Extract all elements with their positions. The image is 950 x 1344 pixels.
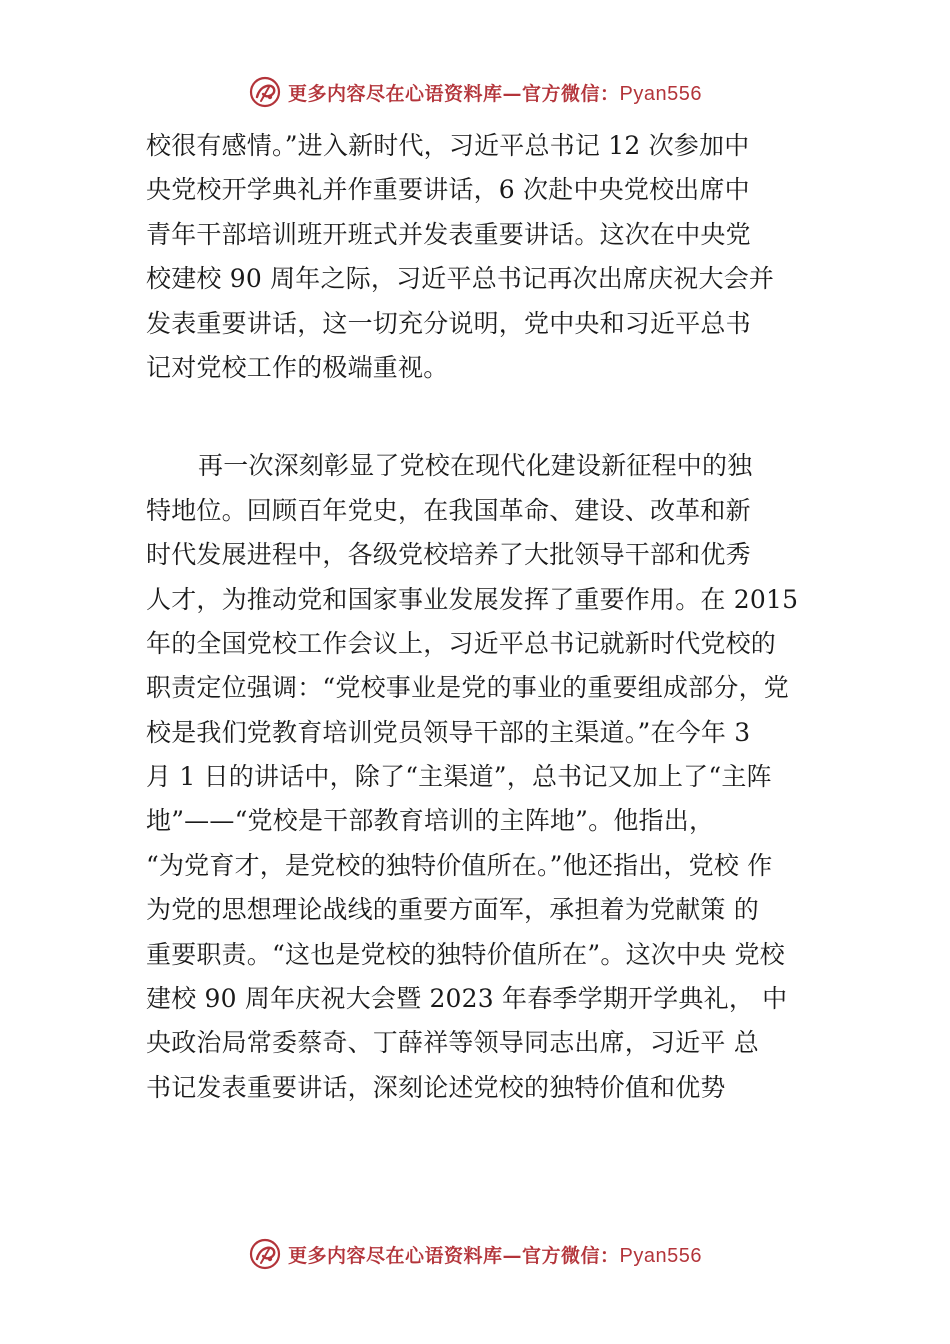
text-line: 重要职责。“这也是党校的独特价值所在”。这次中央 党校: [146, 939, 785, 969]
text-line: 特地位。回顾百年党史，在我国革命、建设、改革和新: [146, 495, 751, 525]
text-line: 地”——“党校是干部教育培训的主阵地”。他指出，: [146, 806, 715, 836]
text-line: 为党的思想理论战线的重要方面军，承担着为党献策 的: [146, 895, 759, 925]
text-line: 央党校开学典礼并作重要讲话，6 次赴中央党校出席中: [146, 175, 750, 205]
text-line: 职责定位强调：“党校事业是党的事业的重要组成部分，党: [146, 673, 789, 703]
text-line: 月 1 日的讲话中，除了“主渠道”，总书记又加上了“主阵: [146, 762, 772, 792]
watermark-text: 更多内容尽在心语资料库—官方微信：Pyan556: [288, 82, 702, 105]
watermark-text: 更多内容尽在心语资料库—官方微信：Pyan556: [288, 1244, 702, 1267]
text-line: 再一次深刻彰显了党校在现代化建设新征程中的独: [198, 451, 753, 481]
text-line: 央政治局常委蔡奇、丁薛祥等领导同志出席，习近平 总: [146, 1028, 759, 1058]
paragraph-spacer: [146, 390, 846, 444]
text-line: “为党育才，是党校的独特价值所在。”他还指出，党校 作: [146, 850, 773, 880]
watermark-wechat-id: Pyan556: [619, 1244, 702, 1267]
paragraph-2: [146, 444, 846, 1110]
text-line: 时代发展进程中，各级党校培养了大批领导干部和优秀: [146, 540, 751, 570]
text-line: 校很有感情。”进入新时代，习近平总书记 12 次参加中: [146, 131, 750, 160]
text-line: 校建校 90 周年之际，习近平总书记再次出席庆祝大会并: [146, 264, 775, 294]
text-line: 校是我们党教育培训党员领导干部的主渠道。”在今年 3: [146, 717, 751, 747]
text-line: 书记发表重要讲话，深刻论述党校的独特价值和优势: [146, 1072, 726, 1102]
paragraph-1: [146, 124, 846, 390]
watermark-wechat-id: Pyan556: [619, 82, 702, 105]
header-watermark: [0, 72, 950, 112]
text-line: 青年干部培训班开班式并发表重要讲话。这次在中央党: [146, 219, 751, 249]
document-body: [146, 124, 846, 1110]
text-line: 建校 90 周年庆祝大会暨 2023 年春季学期开学典礼， 中: [146, 984, 788, 1014]
swirl-logo-icon: [248, 1237, 282, 1271]
footer-watermark: [0, 1234, 950, 1274]
text-line: 年的全国党校工作会议上，习近平总书记就新时代党校的: [146, 628, 777, 658]
swirl-logo-icon: [248, 75, 282, 109]
text-line: 人才，为推动党和国家事业发展发挥了重要作用。在 2015: [146, 584, 799, 614]
text-line: 记对党校工作的极端重视。: [146, 352, 449, 382]
text-line: 发表重要讲话，这一切充分说明，党中央和习近平总书: [146, 308, 751, 338]
